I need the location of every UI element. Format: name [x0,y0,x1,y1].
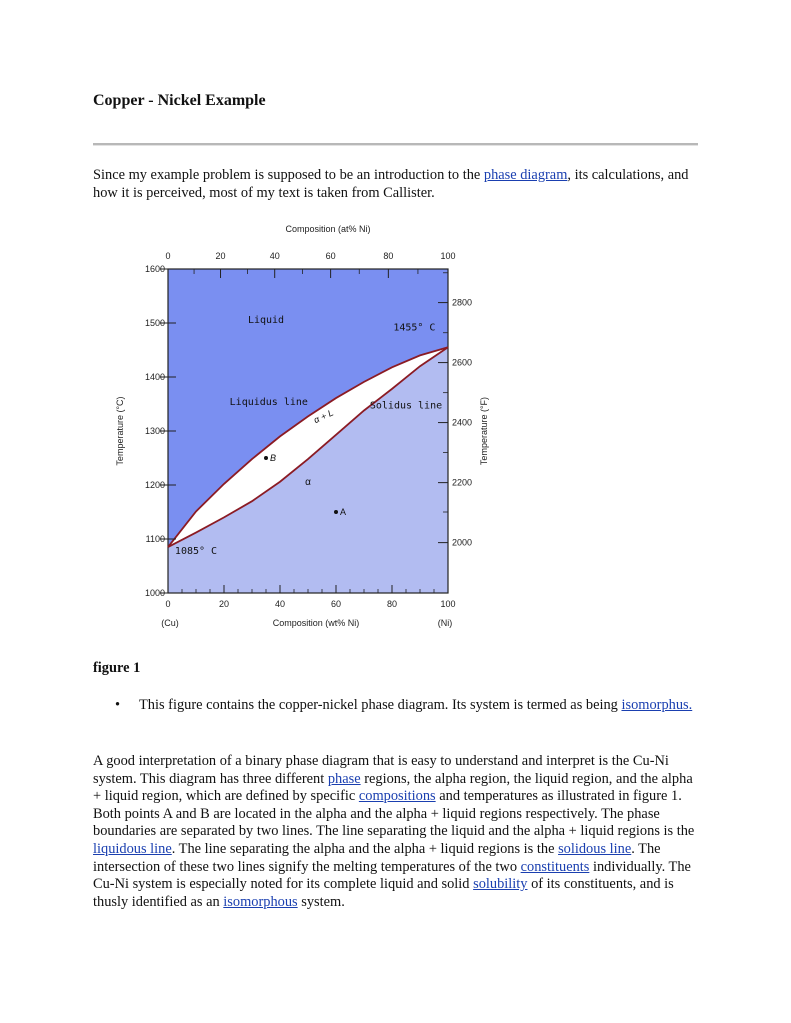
y-tick-label: 1400 [144,372,165,382]
top-axis-title: Composition (at% Ni) [285,224,371,234]
top-tick-label: 40 [269,251,280,261]
y2-tick-label: 2400 [452,417,473,428]
intro-paragraph [93,167,698,202]
page-title: Copper - Nickel Example [93,92,266,109]
body-text-3: and temperatures as illustrated in figure 1. Both points A and B are located in the alpha and the alpha + liquid regions respectively. The phase boundaries are separated by two lines. The line separating the liquid and the alpha + liquid regions is the [93,788,695,840]
body-paragraph [93,753,698,911]
y-tick-label: 1000 [144,588,165,598]
y-tick-label: 1300 [144,426,165,436]
isomorphous-link[interactable]: isomorphous [223,893,298,910]
x-tick-label: 60 [330,599,342,609]
list-item [93,697,698,715]
y2-axis-title: Temperature (°F) [479,396,489,466]
region-label: Liquid [247,315,285,326]
y-axis-title: Temperature (°C) [115,396,125,466]
y2-tick-label: 2200 [452,477,473,488]
isomorphus-link[interactable]: isomorphus. [621,697,693,713]
top-tick-label: 80 [383,251,394,261]
chart-annotation: Solidus line [369,400,443,412]
phase-link[interactable]: phase [327,770,361,787]
body-text-7: of its constituents, and is thusly identified as an [93,876,674,910]
body-text-2: regions, the alpha region, the liquid region, and the alpha + liquid region, which are defined by specific [93,770,693,805]
x-tick-label: 0 [165,599,171,609]
chart-annotation: Liquidus line [229,397,308,409]
x-axis-left-end-label: (Cu) [161,618,179,628]
top-tick-label: 60 [325,251,336,261]
x-axis-right-end-label: (Ni) [437,618,453,628]
liquidous-line-link[interactable]: liquidous line [93,840,172,857]
chart-annotation: 1455° C [393,322,436,334]
x-tick-label: 20 [218,599,230,609]
top-tick-label: 20 [215,251,226,261]
y-tick-label: 1200 [144,480,165,490]
solidous-line-link[interactable]: solidous line [558,840,632,857]
phase-diagram-chart [114,220,506,636]
data-point [264,456,268,460]
y-tick-label: 1500 [144,318,165,328]
intro-text-end: , its calculations, and how it is perceived, most of my text is taken from Callister. [93,167,689,201]
constituents-link[interactable]: constituents [520,858,590,875]
compositions-link[interactable]: compositions [358,788,436,805]
intro-text: Since my example problem is supposed to be an introduction to the [93,167,484,183]
body-text-5: . The intersection of these two lines signify the melting temperatures of the two [93,840,661,875]
bullet-dot: • [115,697,121,713]
point-label: B [270,453,277,463]
body-text-4: . The line separating the alpha and the alpha + liquid regions is the [171,840,559,857]
y-tick-label: 1600 [144,264,165,274]
figure-caption: figure 1 [93,660,141,676]
top-tick-label: 0 [165,251,171,261]
point-label: A [340,507,347,517]
bullet-list [93,697,698,715]
solubility-link[interactable]: solubility [473,876,528,893]
body-text-1: A good interpretation of a binary phase diagram that is easy to understand and interpret is the Cu-Ni system. This diagram has three different [93,753,669,787]
x-axis-title: Composition (wt% Ni) [272,618,360,628]
y2-tick-label: 2600 [452,357,473,368]
y-tick-label: 1100 [145,534,165,544]
phase-diagram-figure [114,220,506,636]
top-tick-label: 100 [440,251,456,261]
chart-annotation: 1085° C [174,546,218,558]
horizontal-divider [93,143,698,146]
x-tick-label: 40 [274,599,286,609]
body-text-6: individually. The Cu-Ni system is especially noted for its complete liquid and solid [93,858,691,893]
body-text-8: system. [297,893,345,910]
region-label: α + L [312,407,335,426]
y2-tick-label: 2800 [452,297,473,308]
phase-diagram-link[interactable]: phase diagram [483,167,568,183]
y2-tick-label: 2000 [452,537,473,548]
data-point [334,510,338,514]
region-label: α [305,477,311,488]
bullet-text: This figure contains the copper-nickel phase diagram. Its system is termed as being [139,697,622,713]
x-tick-label: 100 [440,599,456,609]
x-tick-label: 80 [386,599,398,609]
